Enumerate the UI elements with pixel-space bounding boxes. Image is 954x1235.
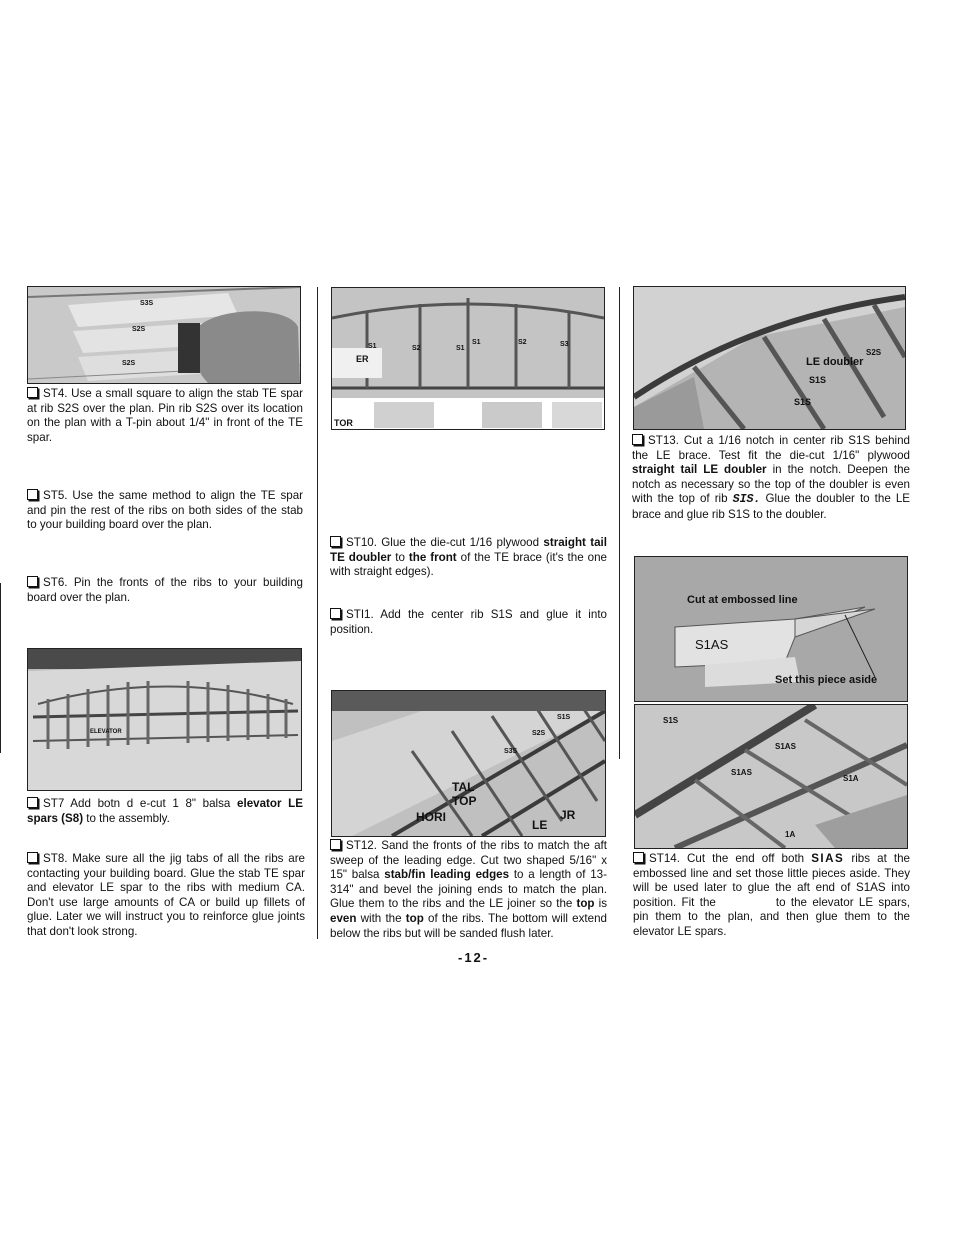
left-margin-mark <box>0 583 1 753</box>
photo-st12-label-8: JR <box>560 808 576 822</box>
photo-st10-label-6: S3 <box>560 341 569 348</box>
photo-st4 <box>27 286 301 384</box>
photo-st14b-label-2: S1AS <box>775 742 796 751</box>
photo-st12-label-6: TOP <box>452 794 477 808</box>
step-st4: ST4. Use a small square to align the stab TE spar at rib S2S over the plan. Pin rib S2S over its location on the plan with a T-pin about 1/4" in front of the TE spar. <box>27 387 303 444</box>
column-divider-right <box>619 287 620 759</box>
photo-st14a-label-1: Cut at embossed line <box>687 594 798 606</box>
checkbox-st13[interactable] <box>632 434 643 445</box>
photo-st13 <box>633 286 906 430</box>
checkbox-st5[interactable] <box>27 489 38 500</box>
column-divider-left <box>317 287 318 939</box>
photo-st7 <box>27 648 302 791</box>
photo-st10-label-7: ER <box>356 354 369 364</box>
photo-st12-label-2: S2S <box>532 730 546 737</box>
photo-st10 <box>331 287 605 430</box>
photo-st14b-label-5: 1A <box>785 830 796 839</box>
step-st10: ST10. Glue the die-cut 1/16 plywood straight tail TE doubler to the front of the TE brace (it's the one with straight edges). <box>330 536 607 579</box>
photo-st13-label-1: LE doubler <box>806 356 864 368</box>
photo-st14b-label-4: S1AS <box>731 768 752 777</box>
photo-st13-label-2: S1S <box>809 375 827 385</box>
photo-st10-label-2: S2 <box>412 345 421 352</box>
checkbox-st11[interactable] <box>330 608 341 619</box>
photo-st12-label-5: TAL <box>452 780 475 794</box>
photo-st4-label-2: S2S <box>132 326 146 333</box>
photo-st14a-label-2: S1AS <box>695 637 729 652</box>
photo-st10-label-4: S1 <box>472 339 481 346</box>
photo-st14b-label-3: S1A <box>843 774 859 783</box>
photo-st12-label-4: HORI <box>416 810 446 824</box>
checkbox-st7[interactable] <box>27 797 38 808</box>
photo-st4-label-1: S3S <box>140 300 154 307</box>
photo-st12-label-1: S1S <box>557 714 571 721</box>
step-st13: ST13. Cut a 1/16 notch in center rib S1S behind the LE brace. Test fit the die-cut 1/16" plywood straight tail LE doubler in the notch. Deepen the notch as necessary so the top of the doubler is even with the top of rib SIS. Glue the doubler to the LE brace and glue rib S1S to the doubler. <box>632 434 911 521</box>
checkbox-st12[interactable] <box>330 839 341 850</box>
photo-st14a-label-3: Set this piece aside <box>775 674 878 686</box>
step-st7: ST7 Add botn d e-cut 1 8" balsa elevator LE spars (S8) to the assembly. <box>27 797 303 825</box>
photo-st10-label-3: S1 <box>456 345 465 352</box>
checkbox-st10[interactable] <box>330 536 341 547</box>
step-st11: STI1. Add the center rib S1S and glue it into position. <box>330 608 607 636</box>
photo-st13-label-3: S1S <box>794 397 812 407</box>
photo-st10-label-8: TOR <box>334 418 353 428</box>
photo-st10-label-1: S1 <box>368 343 377 350</box>
checkbox-st14[interactable] <box>633 852 644 863</box>
photo-st4-label-3: S2S <box>122 360 136 367</box>
photo-st12-label-3: S3S <box>504 748 518 755</box>
step-st6: ST6. Pin the fronts of the ribs to your building board over the plan. <box>27 576 303 604</box>
step-st8: ST8. Make sure all the jig tabs of all the ribs are contacting your building board. Glue the stab TE spar and elevator LE spar to the ribs with medium CA. Don't use large amounts of CA or build up fillets of glue. Later we will instruct you to reinforce glue joints that don't look strong. <box>27 852 305 938</box>
step-st5: ST5. Use the same method to align the TE spar and pin the rest of the ribs on both sides of the stab to your building board over the plan. <box>27 489 303 532</box>
photo-st10-label-5: S2 <box>518 339 527 346</box>
photo-st7-label: ELEVATOR <box>90 729 122 735</box>
checkbox-st4[interactable] <box>27 387 38 398</box>
photo-st13-label-4: S2S <box>866 348 882 357</box>
page-number: -12- <box>458 950 490 965</box>
step-st14: ST14. Cut the end off both SIAS ribs at the embossed line and set those little pieces aside. They will be used later to glue the aft end of S1AS into position. Fit the to the elevator LE spars, pin them to the plan, and then glue them to the elevator LE spars. <box>633 852 910 938</box>
photo-st12 <box>331 690 606 837</box>
photo-st14b-label-1: S1S <box>663 716 679 725</box>
photo-st14-a <box>634 556 908 702</box>
checkbox-st6[interactable] <box>27 576 38 587</box>
checkbox-st8[interactable] <box>27 852 38 863</box>
step-st12: ST12. Sand the fronts of the ribs to match the aft sweep of the leading edge. Cut two shaped 5/16" x 15" balsa stab/fin leading edges to a length of 13-314" and bevel the joining ends to match the plan. Glue them to the ribs and the LE joiner so the top is even with the top of the ribs. The bottom will extend below the ribs but will be sanded flush later. <box>330 839 607 940</box>
photo-st12-label-7: LE <box>532 818 548 832</box>
photo-st14-b <box>634 704 908 849</box>
